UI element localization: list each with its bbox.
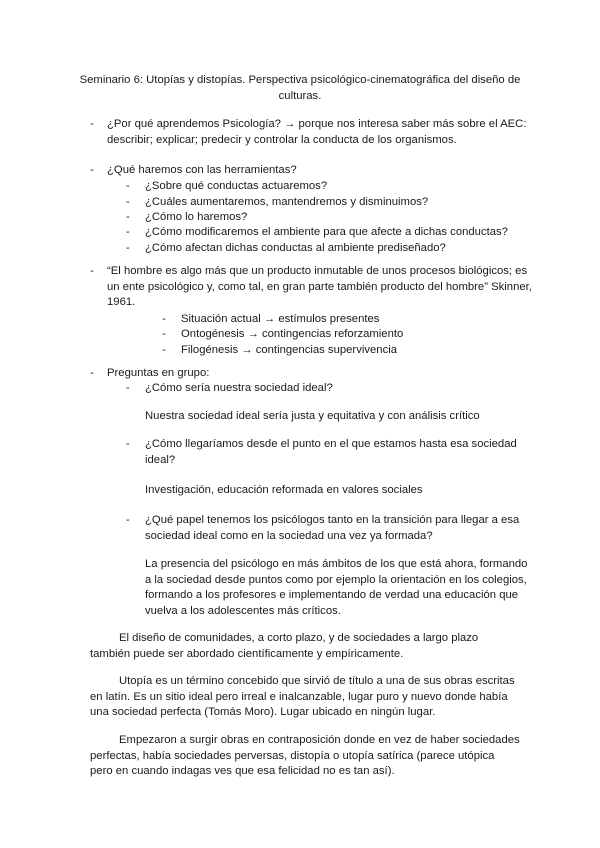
page-title: Seminario 6: Utopías y distopías. Perspectiva psicológico-cinematográfica del diseño de culturas. bbox=[79, 74, 521, 102]
sub-bullet-dash: - bbox=[162, 328, 166, 340]
sub-bullet-dash: - bbox=[162, 313, 166, 325]
sub-bullet-text: ¿Cómo modificaremos el ambiente para que afecte a dichas conductas? bbox=[145, 226, 508, 238]
body-paragraph: El diseño de comunidades, a corto plazo, y de sociedades a largo plazo también puede ser abordado científicamente y empíricamente. bbox=[90, 632, 479, 660]
sub-bullet-text: Situación actual → estímulos presentes bbox=[181, 313, 380, 325]
sub-bullet-text: Ontogénesis → contingencias reforzamiento bbox=[181, 328, 404, 340]
sub-bullet-dash: - bbox=[126, 196, 130, 208]
bullet-dash: - bbox=[90, 118, 94, 130]
bullet-text: Preguntas en grupo: bbox=[107, 367, 210, 379]
question-text: ¿Qué papel tenemos los psicólogos tanto en la transición para llegar a esa sociedad ideal como en la sociedad una vez ya formada? bbox=[145, 514, 520, 542]
sub-bullet-dash: - bbox=[162, 344, 166, 356]
question-text: ¿Cómo sería nuestra sociedad ideal? bbox=[145, 382, 333, 394]
question-text: ¿Cómo llegaríamos desde el punto en el que estamos hasta esa sociedad ideal? bbox=[145, 438, 517, 466]
quote-text: “El hombre es algo más que un producto inmutable de unos procesos biológicos; es un ente psicológico y, como tal, en gran parte también producto del hombre” Skinner, 1961. bbox=[107, 265, 532, 308]
answer-text: Nuestra sociedad ideal sería justa y equitativa y con análisis crítico bbox=[145, 410, 480, 422]
sub-bullet-dash: - bbox=[126, 180, 130, 192]
answer-text: La presencia del psicólogo en más ámbitos de los que está ahora, formando a la sociedad desde puntos como por ejemplo la orientación en los colegios, formando a los profesores e implementando de verdad una educación que vuelva a los adolescentes más críticos. bbox=[145, 558, 528, 617]
sub-bullet-text: ¿Cómo lo haremos? bbox=[145, 211, 248, 223]
sub-bullet-dash: - bbox=[126, 382, 130, 394]
sub-bullet-dash: - bbox=[126, 226, 130, 238]
sub-bullet-text: ¿Sobre qué conductas actuaremos? bbox=[145, 180, 328, 192]
body-paragraph: Empezaron a surgir obras en contraposición donde en vez de haber sociedades perfectas, había sociedades perversas, distopía o utopía satírica (parece utópica pero en cuando indagas ves que esa felicidad no es tan así). bbox=[90, 734, 520, 777]
answer-text: Investigación, educación reformada en valores sociales bbox=[145, 484, 423, 496]
body-paragraph: Utopía es un término concebido que sirvió de título a una de sus obras escritas en latín. Es un sitio ideal pero irreal e inalcanzable, lugar puro y nuevo donde había una sociedad perfecta (Tomás Moro). Lugar ubicado en ningún lugar. bbox=[90, 675, 515, 718]
bullet-dash: - bbox=[90, 265, 94, 277]
sub-bullet-text: ¿Cómo afectan dichas conductas al ambiente prediseñado? bbox=[145, 242, 446, 254]
sub-bullet-dash: - bbox=[126, 242, 130, 254]
sub-bullet-dash: - bbox=[126, 438, 130, 450]
bullet-dash: - bbox=[90, 367, 94, 379]
sub-bullet-dash: - bbox=[126, 514, 130, 526]
sub-bullet-text: ¿Cuáles aumentaremos, mantendremos y disminuimos? bbox=[145, 196, 429, 208]
bullet-dash: - bbox=[90, 164, 94, 176]
bullet-text: ¿Qué haremos con las herramientas? bbox=[107, 164, 297, 176]
bullet-text: ¿Por qué aprendemos Psicología? → porque nos interesa saber más sobre el AEC: describir; explicar; predecir y controlar la conducta de los organismos. bbox=[107, 118, 527, 146]
sub-bullet-text: Filogénesis → contingencias supervivencia bbox=[181, 344, 398, 356]
sub-bullet-dash: - bbox=[126, 211, 130, 223]
